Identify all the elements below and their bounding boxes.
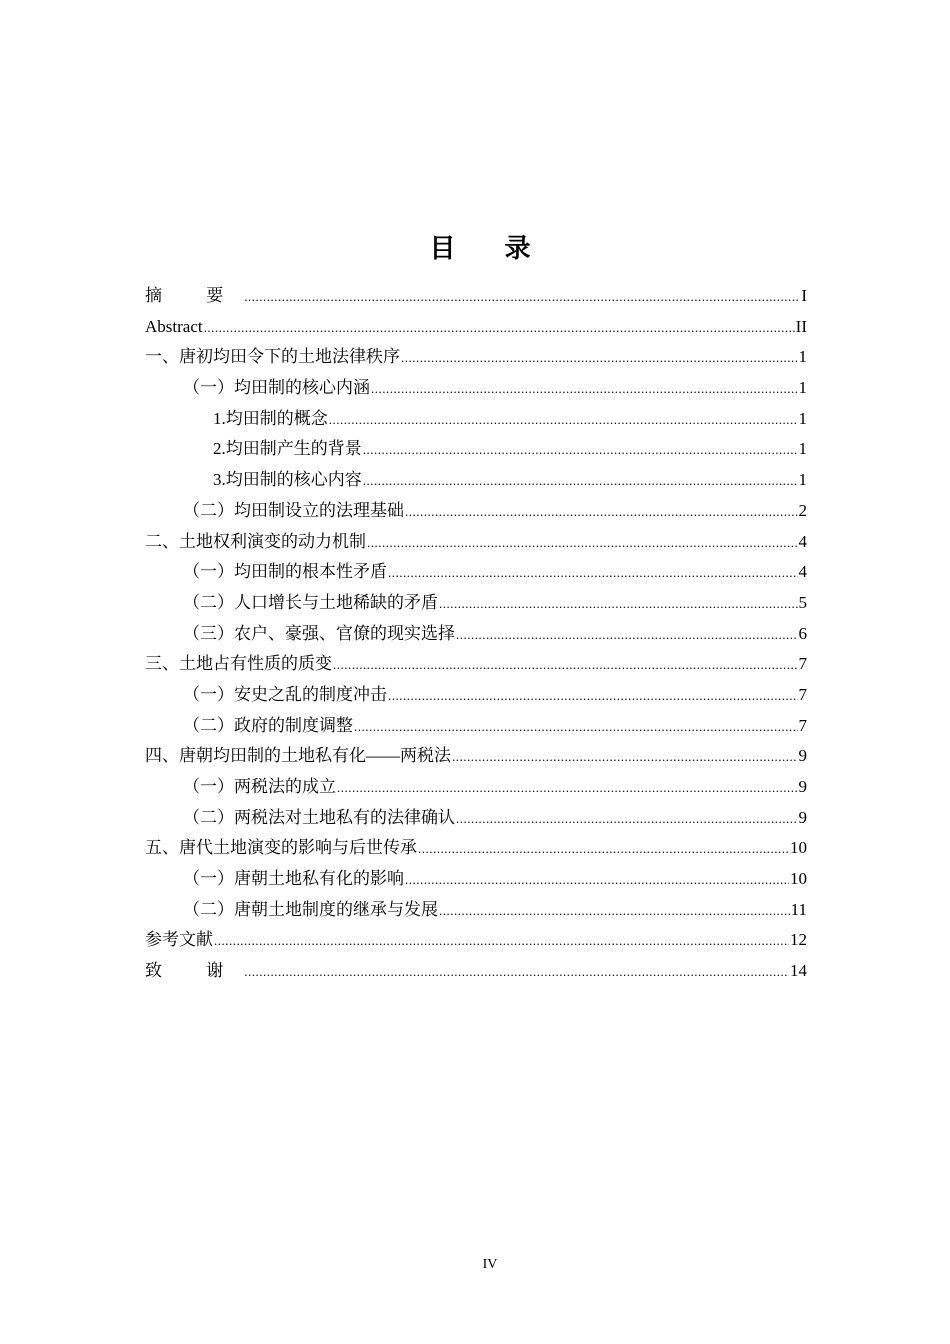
toc-entry-section-2-3[interactable]	[145, 619, 807, 650]
toc-entry-page: 9	[798, 746, 807, 766]
toc-entry-subsection-1-1-3[interactable]	[145, 465, 807, 496]
toc-entry-page: 4	[798, 531, 807, 551]
toc-entry-section-1-2[interactable]	[145, 496, 807, 527]
toc-entry-title: 参考文献	[145, 930, 213, 950]
toc-entry-chapter-1[interactable]	[145, 342, 807, 373]
toc-dot-leader	[354, 712, 798, 743]
toc-entry-section-4-1[interactable]	[145, 772, 807, 803]
toc-entry-page: 1	[798, 408, 807, 428]
toc-entry-section-2-2[interactable]	[145, 588, 807, 619]
toc-entry-page: 1	[798, 439, 807, 459]
toc-entry-title: 摘 要	[145, 286, 244, 305]
page-title: 目 录	[429, 234, 551, 265]
toc-entry-page: II	[795, 316, 807, 336]
toc-entry-title: （二）政府的制度调整	[183, 715, 353, 735]
toc-entry-page: 7	[798, 684, 807, 704]
toc-dot-leader	[388, 681, 798, 712]
toc-entry-title: （一）两税法的成立	[183, 777, 336, 796]
toc-entry-page: 4	[798, 562, 807, 582]
toc-entry-title: 1.均田制的概念	[213, 408, 328, 428]
toc-entry-page: 11	[790, 899, 807, 919]
toc-entry-page: 5	[798, 592, 807, 612]
toc-entry-abstract-cn[interactable]	[145, 281, 807, 312]
page-number: IV	[482, 1257, 498, 1272]
table-of-contents	[145, 281, 807, 987]
toc-dot-leader	[452, 742, 798, 773]
toc-entry-title: 致 谢	[145, 961, 244, 981]
toc-entry-page: 1	[798, 378, 807, 398]
toc-dot-leader	[363, 466, 798, 497]
toc-entry-section-3-1[interactable]	[145, 680, 807, 711]
toc-entry-title: （二）两税法对土地私有的法律确认	[183, 807, 455, 827]
toc-entry-title: （三）农户、豪强、官僚的现实选择	[183, 623, 455, 643]
toc-dot-leader	[333, 650, 798, 681]
toc-entry-page: 6	[798, 623, 807, 643]
toc-entry-page: 14	[790, 961, 807, 981]
toc-entry-title: （一）安史之乱的制度冲击	[183, 684, 387, 704]
toc-entry-title: （一）唐朝土地私有化的影响	[183, 869, 404, 889]
toc-entry-page: 2	[798, 500, 807, 520]
toc-entry-section-4-2[interactable]	[145, 803, 807, 834]
toc-entry-page: 12	[790, 930, 807, 950]
toc-entry-title: 一、唐初均田令下的土地法律秩序	[145, 347, 400, 367]
toc-dot-leader	[204, 313, 795, 344]
toc-entry-section-1-1[interactable]	[145, 373, 807, 404]
toc-dot-leader	[405, 497, 798, 528]
toc-entry-references[interactable]	[145, 925, 807, 956]
toc-entry-chapter-4[interactable]	[145, 741, 807, 772]
toc-dot-leader	[244, 282, 800, 313]
toc-entry-page: 10	[790, 838, 807, 858]
toc-dot-leader	[456, 804, 798, 835]
toc-entry-section-3-2[interactable]	[145, 711, 807, 742]
toc-dot-leader	[439, 896, 790, 927]
toc-entry-subsection-1-1-2[interactable]	[145, 434, 807, 465]
toc-dot-leader	[337, 773, 798, 804]
toc-entry-title: 二、土地权利演变的动力机制	[145, 531, 366, 551]
toc-dot-leader	[456, 620, 798, 651]
toc-dot-leader	[388, 558, 798, 589]
toc-entry-page: 1	[798, 470, 807, 490]
toc-entry-title: （一）均田制的核心内涵	[183, 378, 370, 398]
toc-entry-title: 五、唐代土地演变的影响与后世传承	[145, 838, 417, 858]
toc-entry-section-2-1[interactable]	[145, 557, 807, 588]
toc-dot-leader	[439, 589, 798, 620]
toc-dot-leader	[371, 374, 798, 405]
toc-entry-page: 7	[798, 654, 807, 674]
toc-dot-leader	[214, 926, 789, 957]
toc-entry-title: 四、唐朝均田制的土地私有化——两税法	[145, 746, 451, 766]
toc-entry-section-5-2[interactable]	[145, 895, 807, 926]
toc-entry-chapter-5[interactable]	[145, 833, 807, 864]
toc-entry-title: （二）均田制设立的法理基础	[183, 500, 404, 520]
toc-entry-page: 7	[798, 715, 807, 735]
toc-entry-acknowledgements[interactable]	[145, 956, 807, 987]
toc-entry-abstract-en[interactable]	[145, 312, 807, 343]
toc-entry-page: I	[801, 286, 807, 305]
toc-entry-page: 9	[798, 807, 807, 827]
toc-dot-leader	[329, 405, 798, 436]
toc-entry-chapter-3[interactable]	[145, 649, 807, 680]
toc-dot-leader	[418, 834, 789, 865]
toc-entry-section-5-1[interactable]	[145, 864, 807, 895]
toc-entry-title: 3.均田制的核心内容	[213, 470, 362, 490]
toc-entry-page: 1	[798, 347, 807, 367]
toc-dot-leader	[363, 435, 798, 466]
toc-entry-title: 2.均田制产生的背景	[213, 439, 362, 459]
toc-entry-page: 10	[790, 869, 807, 889]
toc-entry-title: Abstract	[145, 316, 203, 336]
toc-entry-title: （一）均田制的根本性矛盾	[183, 562, 387, 582]
toc-dot-leader	[244, 957, 789, 988]
toc-dot-leader	[405, 865, 789, 896]
toc-entry-subsection-1-1-1[interactable]	[145, 404, 807, 435]
toc-entry-page: 9	[798, 777, 807, 796]
toc-entry-title: （二）唐朝土地制度的继承与发展	[183, 899, 438, 919]
toc-dot-leader	[401, 343, 798, 374]
toc-dot-leader	[367, 528, 798, 559]
toc-entry-chapter-2[interactable]	[145, 527, 807, 558]
toc-entry-title: 三、土地占有性质的质变	[145, 654, 332, 674]
toc-entry-title: （二）人口增长与土地稀缺的矛盾	[183, 592, 438, 612]
